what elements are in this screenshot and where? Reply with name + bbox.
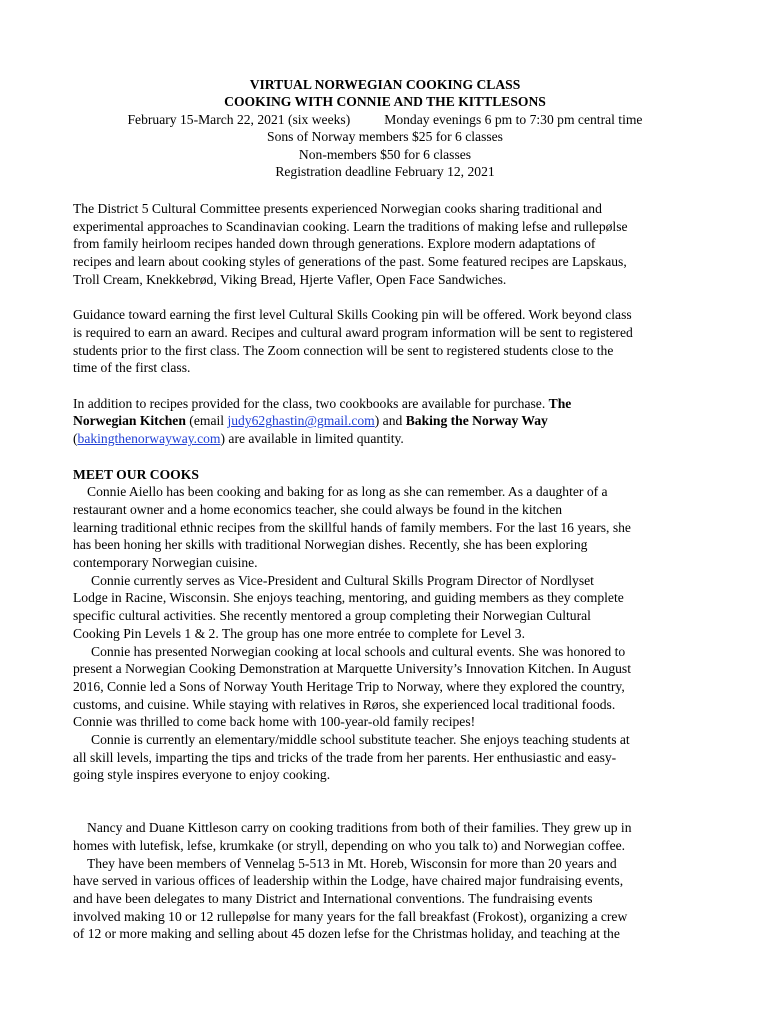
website-link[interactable]: bakingthenorwayway.com [77,431,221,447]
text-line: have served in various offices of leadership within the Lodge, have chaired major fundraising events, [73,873,624,889]
text-line: contemporary Norwegian cuisine. [73,555,258,571]
text-line: experimental approaches to Scandinavian cooking. Learn the traditions of making lefse and rullepølse [73,218,628,234]
text-line: time of the first class. [73,360,191,376]
text-line: Connie is currently an elementary/middle school substitute teacher. She enjoys teaching students at [91,732,630,748]
cookbooks-paragraph [73,395,705,448]
text-line: homes with lutefisk, lefse, krumkake (or stryll, depending on who you talk to) and Norwegian coffee. [73,837,626,853]
text-line: They have been members of Vennelag 5-513 in Mt. Horeb, Wisconsin for more than 20 years and [87,855,617,871]
kittleson-bio [73,819,705,943]
document-body [73,200,705,943]
cookbook-title-part: Norwegian Kitchen [73,413,186,429]
text-line: Guidance toward earning the first level Cultural Skills Cooking pin will be offered. Work beyond class [73,307,632,323]
text-line: restaurant owner and a home economics teacher, she could always be found in the kitchen [73,501,563,517]
section-spacer [73,784,705,819]
registration-deadline: Registration deadline February 12, 2021 [275,164,495,180]
text-line: from family heirloom recipes handed down through generations. Explore modern adaptations of [73,236,596,252]
class-dates: February 15-March 22, 2021 (six weeks) [127,111,351,127]
text-line: Connie Aiello has been cooking and baking for as long as she can remember. As a daughter of a [87,484,608,500]
text-line: Nancy and Duane Kittleson carry on cooking traditions from both of their families. They grew up in [87,820,632,836]
text-line: all skill levels, imparting the tips and tricks of the trade from her parents. Her enthusiastic and easy- [73,749,617,765]
text-span: (email [185,413,228,429]
text-line: Cooking Pin Levels 1 & 2. The group has one more entrée to complete for Level 3. [73,625,526,641]
text-line: Connie has presented Norwegian cooking at local schools and cultural events. She was honored to [91,643,626,659]
cookbook-title-part: The [548,395,572,411]
text-line: customs, and cuisine. While staying with relatives in Røros, she experienced local traditional foods. [73,696,616,712]
class-times: Monday evenings 6 pm to 7:30 pm central time [384,111,643,127]
text-line: Connie was thrilled to come back home with 100-year-old family recipes! [73,714,476,730]
text-line: 2016, Connie led a Sons of Norway Youth Heritage Trip to Norway, where they explored the country, [73,678,625,694]
text-span: ) and [374,413,406,429]
nonmembers-price: Non-members $50 for 6 classes [298,146,472,162]
text-line: Connie currently serves as Vice-President and Cultural Skills Program Director of Nordlyset [91,572,594,588]
title-line-1: VIRTUAL NORWEGIAN COOKING CLASS [249,77,521,92]
text-line: has been honing her skills with traditional Norwegian dishes. Recently, she has been exploring [73,537,588,553]
members-price: Sons of Norway members $25 for 6 classes [267,129,503,145]
schedule-line [0,111,770,128]
text-line: and have been delegates to many District and International conventions. The fundraising events [73,890,593,906]
connie-bio [73,483,705,784]
text-line: present a Norwegian Cooking Demonstration at Marquette University’s Innovation Kitchen. In August [73,661,631,677]
text-line: of 12 or more making and selling about 45 dozen lefse for the Christmas holiday, and teaching at the [73,926,620,942]
text-line: recipes and learn about cooking styles of generations of the past. Some featured recipes are Lapskaus, [73,254,627,270]
guidance-paragraph [73,306,705,377]
text-line: involved making 10 or 12 rullepølse for many years for the fall breakfast (Frokost), organizing a crew [73,908,628,924]
text-line: The District 5 Cultural Committee presents experienced Norwegian cooks sharing traditional and [73,201,602,216]
intro-paragraph [73,200,705,289]
text-line: Troll Cream, Knekkebrød, Viking Bread, Hjerte Vafler, Open Face Sandwiches. [73,271,507,287]
document-header [0,76,770,180]
cooks-section-title: MEET OUR COOKS [73,466,199,482]
text-line: learning traditional ethnic recipes from the skillful hands of family members. For the last 16 years, she [73,519,631,535]
cookbook-title: Baking the Norway Way [405,413,548,429]
text-line: specific cultural activities. She recently mentored a group completing their Norwegian Cultural [73,608,591,624]
email-link[interactable]: judy62ghastin@gmail.com [227,413,375,429]
text-line: students prior to the first class. The Zoom connection will be sent to registered students close to the [73,342,614,358]
text-line [73,412,705,430]
text-line: going style inspires everyone to enjoy cooking. [73,767,331,783]
text-line: Lodge in Racine, Wisconsin. She enjoys teaching, mentoring, and guiding members as they complete [73,590,624,606]
text-line [73,395,705,413]
text-span: ) are available in limited quantity. [220,431,404,447]
title-line-2: COOKING WITH CONNIE AND THE KITTLESONS [224,94,546,110]
text-span: ( [73,431,78,447]
text-line [73,430,705,448]
text-span: In addition to recipes provided for the class, two cookbooks are available for purchase. [73,395,549,411]
text-line: is required to earn an award. Recipes and cultural award program information will be sent to registered [73,324,633,340]
